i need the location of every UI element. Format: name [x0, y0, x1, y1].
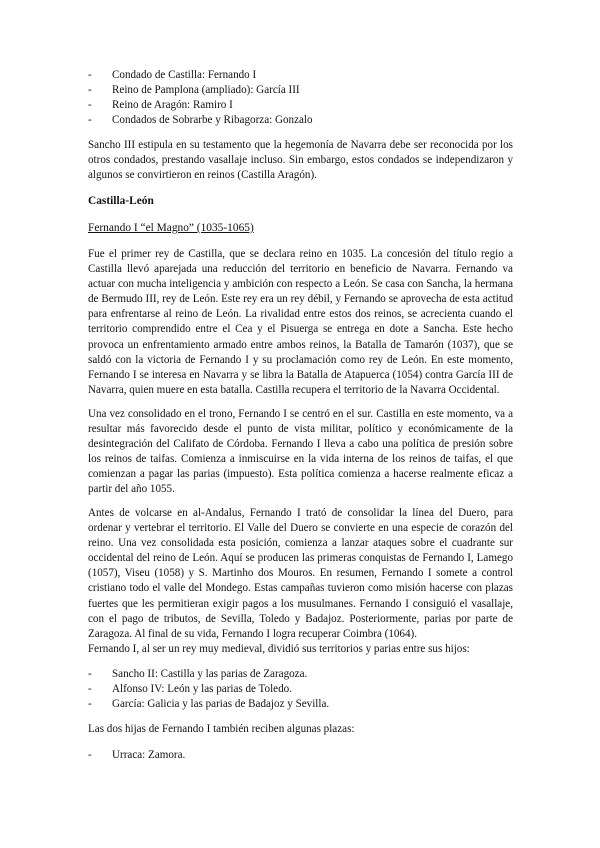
bullet-dash: - — [88, 114, 92, 127]
paragraph-testament: Sancho III estipula en su testamento que la hegemonía de Navarra debe ser reconocida por los otros condados, prestando vasallaje incluso. Sin embargo, estos condados se independizaron y algunos se convirtieron en reinos (Castilla Aragón). — [88, 139, 513, 182]
list-item-text: Reino de Pamplona (ampliado): García III — [112, 84, 300, 97]
bullet-list-sons — [88, 667, 513, 712]
paragraph-daughters: Las dos hijas de Fernando I también reciben algunas plazas: — [88, 723, 355, 735]
bullet-dash: - — [88, 749, 92, 761]
list-item — [88, 68, 513, 83]
list-item — [88, 667, 513, 682]
bullet-dash: - — [88, 99, 92, 112]
paragraph-division: Fernando I, al ser un rey muy medieval, dividió sus territorios y parias entre sus hijos: — [88, 643, 470, 655]
bullet-dash: - — [88, 698, 92, 711]
list-item — [88, 748, 513, 763]
list-item — [88, 98, 513, 113]
paragraph-duero: Antes de volcarse en al-Andalus, Fernando I trató de consolidar la línea del Duero, para ordenar y vertebrar el territorio. El Valle del Duero se convierte en una especie de corazón del reino. Una vez consolidada esta posición, comienza a lanzar ataques sobre el cuadrante sur occidental del reino de León. Aquí se producen las primeras conquistas de Fernando I, Lamego (1057), Viseu (1058) y S. Martinho dos Mouros. En resumen, Fernando I somete a control cristiano todo el valle del Mondego. Estas campañas tuvieron como misión hacerse con plazas fuertes que les permitieran exigir pagos a los musulmanes. Fernando I consiguió el vasallaje, con el pago de tributos, de Sevilla, Toledo y Badajoz. Posteriormente, parias por parte de Zaragoza. Al final de su vida, Fernando I logra recuperar Coimbra (1064). — [88, 507, 513, 640]
bullet-dash: - — [88, 84, 92, 97]
bullet-list-counties — [88, 68, 513, 128]
list-item — [88, 113, 513, 128]
list-item-text: Reino de Aragón: Ramiro I — [112, 99, 233, 112]
list-item-text: Alfonso IV: León y las parias de Toledo. — [112, 683, 292, 696]
list-item — [88, 682, 513, 697]
list-item-text: Urraca: Zamora. — [112, 749, 186, 761]
subsection-title: Fernando I “el Magno” (1035-1065) — [88, 222, 254, 234]
paragraph-south-policy: Una vez consolidado en el trono, Fernando I se centró en el sur. Castilla en este momento, va a resultar más favorecido desde el punto de vista militar, político y económicamente de la desintegración del Califato de Córdoba. Fernando I lleva a cabo una política de presión sobre los reinos de taifas. Comienza a inmiscuirse en la vida interna de los reinos de taifas, el que comienzan a pagar las parias (impuesto). Esta política comienza a hacerse realmente eficaz a partir del año 1055. — [88, 408, 513, 496]
list-item-text: Sancho II: Castilla y las parias de Zaragoza. — [112, 668, 308, 680]
bullet-dash: - — [88, 668, 92, 680]
list-item-text: Condado de Castilla: Fernando I — [112, 69, 257, 81]
list-item — [88, 83, 513, 98]
list-item-text: García: Galicia y las parias de Badajoz y Sevilla. — [112, 698, 330, 711]
list-item-text: Condados de Sobrarbe y Ribagorza: Gonzalo — [112, 114, 313, 127]
section-title: Castilla-León — [88, 195, 154, 207]
bullet-list-daughters — [88, 748, 513, 763]
bullet-dash: - — [88, 69, 92, 81]
list-item — [88, 697, 513, 712]
bullet-dash: - — [88, 683, 92, 696]
paragraph-fernando-reign: Fue el primer rey de Castilla, que se declara reino en 1035. La concesión del título regio a Castilla llevó aparejada una reducción del territorio en beneficio de Navarra. Fernando va actuar con mucha inteligencia y ambición con respecto a León. Se casa con Sancha, la hermana de Bermudo III, rey de León. Este rey era un rey débil, y Fernando se aprovecha de esta actitud para enfrentarse al reino de León. La rivalidad entre estos dos reinos, se acrecienta cuando el territorio comprendido entre el Cea y el Pisuerga se entrega en dote a Sancha. Este hecho provoca un enfrentamiento armado entre ambos reinos, la Batalla de Tamarón (1037), que se saldó con la victoria de Fernando I y su proclamación como rey de León. En este momento, Fernando I se interesa en Navarra y se libra la Batalla de Atapuerca (1054) contra García III de Navarra, quien muere en esta batalla. Castilla recupera el territorio de la Navarra Occidental. — [88, 248, 513, 396]
